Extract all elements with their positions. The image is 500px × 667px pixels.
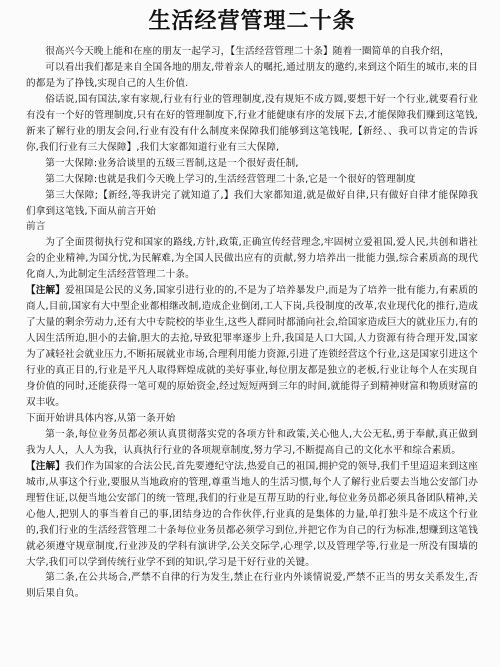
- guarantee-3: 第三大保障;【新经,等我讲完了就知道了,】我们大家都知道,就是做好自律,只有做好自律才能保障我们拿到这笔钱,下面从前言开始: [26, 189, 478, 217]
- preface-note: [26, 283, 478, 411]
- note-label: 【注解】: [26, 285, 66, 297]
- note-text: 我们作为国家的合法公民,首先要遵纪守法,热爱自己的祖国,拥护党的领导,我们千里迢迢来到这座城市,从事这个行业,要服从当地政府的管理,尊重当地人的生活习惯,每个人了解行业后要去当地公安部门办理暂住证,以便当地公安部门的统一管理,我们的行业是互帮互助的行业,每位业务员都必须具备团队精神,关心他人,把别人的事当着自己的事,团结身边的合作伙伴,行业真的是集体的力量,单打独斗是不成这个行业的,我们行业的生活经营管理二十条每位业务员都必须学习到位,并把它作为自己的行为标准,想赚到这笔钱就必须遵守规章制度,行业涉及的学科有演讲学,公关交际学,心理学,以及管理学等,行业是一所没有围墙的大学,我们可以学到传统行业学不到的知识,学习是干好行业的关键。: [26, 460, 478, 568]
- guarantee-2: 第二大保障:也就是我们今天晚上学习的,生活经营管理二十条,它是一个很好的管理制度: [45, 173, 416, 185]
- note-label: 【注解】: [26, 460, 66, 472]
- intro-paragraph-1: 很高兴今天晚上能和在座的朋友一起学习，【生活经营管理二十条】随着一圈简单的自我介绍，: [45, 46, 450, 57]
- preface-paragraph: 为了全面贯彻执行党和国家的路线,方针,政策,正确宣传经营理念,牢固树立爱祖国,爱人民,共创和谐社会的企业精神,为国分忧,为民解难,为全国人民做出应有的贡献,努力培养出一批能力强,综合素质高的现代化商人,为此制定生活经营管理二十条。: [26, 237, 478, 281]
- note-text: 爱祖国是公民的义务,国家引进行业的的,不是为了培养暴发户,而是为了培养一批有能力,有素质的商人,目前,国家有大中型企业都相继改制,造成企业倒闭,工人下岗,兵役制度的改革,农业现代化的推行,造成了大量的剩余劳动力,还有大中专院校的毕业生,这些人群同时都涌向社会,给国家造成巨大的就业压力,有的人因生活所迫,胆小的去偷,胆大的去抢,导致犯罪率逐步上升,我国是人口大国,人力资源有待合理开发,国家为了减轻社会就业压力,不断拓展就业市场,合理利用能力资源,引进了连锁经营这个行业,这是国家引进这个行业的真正目的,行业是平凡人取得辉煌成就的美好事业,每位朋友都是独立的老板,行业让每个人在实现自身价值的同时,还能获得一笔可观的原始资金,经过短短两到三年的时间,就能得子到精神财富和物质财富的双丰收。: [26, 285, 478, 408]
- guarantee-1: 第一大保障:业务洽谈里的五级三晋制,这是一个很好责任制,: [45, 157, 299, 169]
- article-1: 第一条,每位业务员都必须认真贯彻落实党的各项方针和政策,关心他人,大公无私,勇于奉献,真正做到我为人人，人人为我，认真执行行业的各项规章制度,努力学习,不断提高自己的文化水平和综合素质。: [26, 428, 478, 456]
- document-body: [26, 44, 478, 602]
- document-title: 生活经营管理二十条: [148, 9, 356, 34]
- article-2: 第二条,在公共场合,严禁不自律的行为发生,禁止在行业内外谈情说爱,严禁不正当的男女关系发生,否则后果自负。: [26, 572, 478, 600]
- intro-paragraph-3: 俗话说,国有国法,家有家规,行业有行业的管理制度,没有规矩不成方圆,要想干好一个行业,就要看行业有没有一个好的管理制度,只有在好的管理制度下,行业才能健康有序的发展下去,才能保障我们赚到这笔钱,新来了解行业的朋友会问,行业有没有什么制度来保障我们能够到这笔钱呢,【新经、、我可以肯定的告诉你,我们行业有三大保障】,我们大家都知道行业有三大保障,: [26, 93, 478, 153]
- article-1-note: [26, 459, 478, 571]
- intro-paragraph-2: 可以看出我们都是来自全国各地的朋友,带着亲人的嘱托,通过朋友的邀约,来到这个陌生的城市,来的目的都是为了挣钱,实现自己的人生价值.: [26, 61, 478, 89]
- preface-heading: 前言: [26, 221, 46, 233]
- transition-line: 下面开始讲具体内容,从第一条开始: [26, 412, 176, 424]
